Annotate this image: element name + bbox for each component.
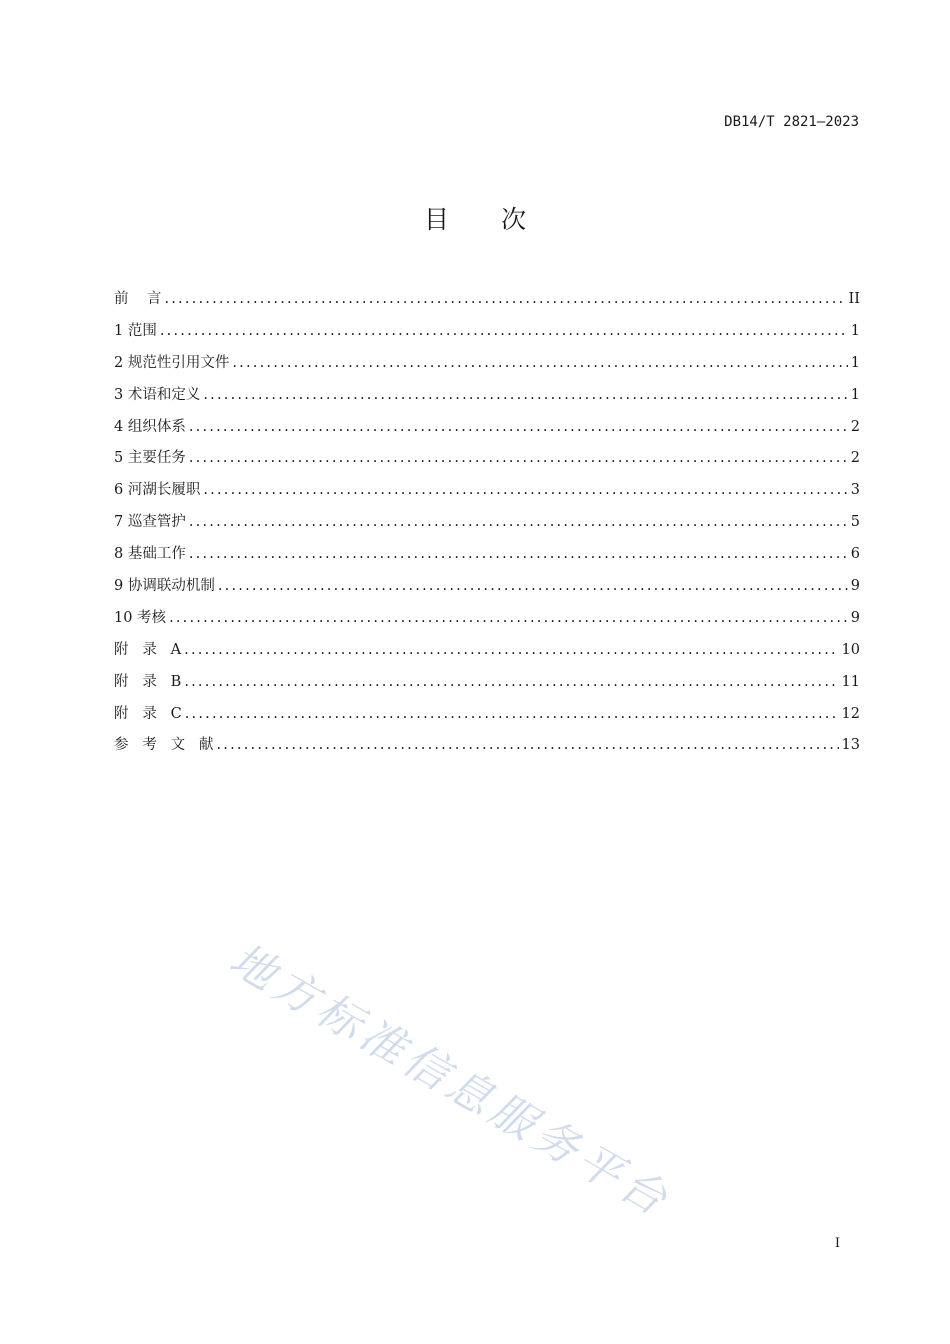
toc-entry-basic-work[interactable] (114, 542, 860, 574)
toc-entry-label: 8 基础工作 (114, 546, 186, 563)
toc-entry-page: 1 (850, 322, 860, 339)
toc-entry-label: 9 协调联动机制 (114, 578, 215, 595)
toc-entry-assessment[interactable] (114, 606, 860, 638)
toc-entry-page: 6 (850, 546, 860, 563)
toc-entry-patrol[interactable] (114, 510, 860, 542)
toc-dot-leader (216, 733, 838, 757)
toc-entry-organization[interactable] (114, 415, 860, 447)
toc-entry-label: 10 考核 (114, 609, 167, 626)
toc-dot-leader (184, 670, 838, 694)
page-title (0, 200, 950, 236)
toc-entry-page: 5 (850, 514, 860, 531)
document-number: DB14/T 2821—2023 (724, 114, 859, 130)
toc-entry-page: 2 (850, 450, 860, 467)
toc-dot-leader (164, 287, 845, 311)
toc-entry-preface[interactable] (114, 287, 860, 319)
toc-entry-label: 附 录 B (114, 673, 182, 690)
toc-entry-label: 前 言 (114, 291, 162, 307)
toc-entry-page: 3 (850, 482, 860, 499)
toc-entry-page: 2 (850, 418, 860, 435)
toc-entry-label: 7 巡查管护 (114, 514, 186, 531)
toc-entry-normative-references[interactable] (114, 351, 860, 383)
toc-entry-river-chief-duties[interactable] (114, 478, 860, 510)
toc-dot-leader (203, 478, 847, 502)
toc-dot-leader (184, 638, 838, 662)
toc-entry-page: II (848, 291, 860, 307)
toc-entry-page: 10 (841, 641, 860, 658)
title-char-2: 次 (501, 205, 527, 234)
toc-dot-leader (218, 574, 848, 598)
page-number: I (834, 1236, 840, 1251)
toc-entry-label: 5 主要任务 (114, 450, 186, 467)
toc-entry-label: 附 录 A (114, 641, 182, 658)
toc-dot-leader (189, 446, 848, 470)
toc-entry-label: 附 录 C (114, 705, 182, 722)
toc-dot-leader (189, 415, 848, 439)
toc-dot-leader (160, 319, 848, 343)
toc-entry-label: 3 术语和定义 (114, 386, 201, 403)
toc-entry-label: 4 组织体系 (114, 418, 186, 435)
toc-entry-label: 6 河湖长履职 (114, 482, 201, 499)
toc-entry-appendix-c[interactable] (114, 702, 860, 734)
toc-dot-leader (189, 542, 848, 566)
title-char-1: 目 (423, 205, 449, 234)
toc-dot-leader (232, 351, 847, 375)
toc-entry-terms-definitions[interactable] (114, 383, 860, 415)
toc-entry-appendix-b[interactable] (114, 670, 860, 702)
toc-dot-leader (203, 383, 847, 407)
toc-entry-page: 9 (850, 578, 860, 595)
toc-entry-page: 1 (850, 354, 860, 371)
toc-entry-label: 2 规范性引用文件 (114, 354, 230, 371)
toc-entry-page: 9 (850, 609, 860, 626)
toc-entry-page: 11 (841, 673, 860, 690)
toc-entry-appendix-a[interactable] (114, 638, 860, 670)
toc-dot-leader (169, 606, 848, 630)
toc-entry-label: 1 范围 (114, 322, 157, 339)
toc-entry-scope[interactable] (114, 319, 860, 351)
toc-dot-leader (189, 510, 848, 534)
toc-dot-leader (185, 702, 839, 726)
toc-entry-label: 参 考 文 献 (114, 737, 214, 754)
toc-entry-page: 1 (850, 386, 860, 403)
toc-entry-coordination[interactable] (114, 574, 860, 606)
table-of-contents (114, 287, 860, 765)
toc-entry-main-tasks[interactable] (114, 446, 860, 478)
toc-entry-page: 12 (841, 705, 860, 722)
toc-entry-page: 13 (841, 737, 860, 754)
toc-entry-bibliography[interactable] (114, 733, 860, 765)
watermark: 地方标准信息服务平台 (221, 933, 680, 1228)
